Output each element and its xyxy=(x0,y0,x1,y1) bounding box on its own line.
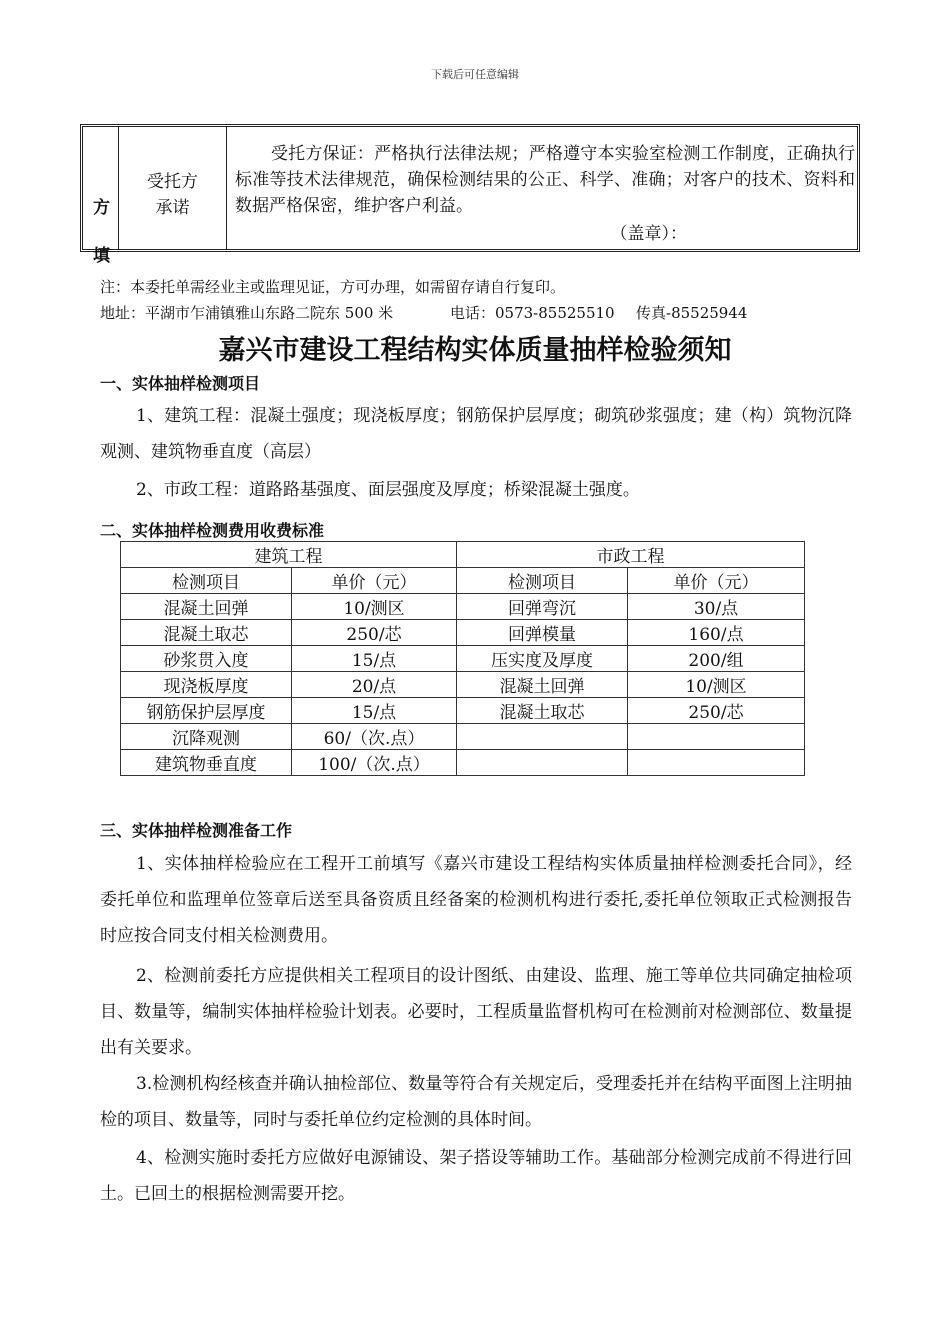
fee-cell: 回弹弯沉 xyxy=(457,594,628,620)
fee-group-building: 建筑工程 xyxy=(121,542,457,568)
fee-header-item: 检测项目 xyxy=(121,568,292,594)
promise-label-cell xyxy=(119,127,227,249)
table-row xyxy=(121,620,805,646)
phone-text: 电话：0573-85525510 xyxy=(450,304,615,322)
fee-cell: 10/测区 xyxy=(628,672,805,698)
table-row xyxy=(121,646,805,672)
promise-seal: （盖章）： xyxy=(610,224,687,244)
fee-cell xyxy=(628,724,805,750)
address-text: 地址：平湖市乍浦镇雅山东路二院东 500 米 xyxy=(100,304,394,322)
fee-header-item: 检测项目 xyxy=(457,568,628,594)
promise-side-column xyxy=(83,127,119,266)
fee-table-group-row xyxy=(121,542,805,568)
promise-table xyxy=(80,124,860,266)
table-row xyxy=(121,750,805,776)
fee-cell xyxy=(457,724,628,750)
fee-cell: 250/芯 xyxy=(628,698,805,724)
fee-cell: 250/芯 xyxy=(292,620,457,646)
fee-cell: 钢筋保护层厚度 xyxy=(121,698,292,724)
promise-label-line1: 受托方 xyxy=(147,172,198,192)
promise-side-label-top: 方 xyxy=(93,198,110,218)
fee-group-municipal: 市政工程 xyxy=(457,542,805,568)
promise-label-line2: 承诺 xyxy=(155,198,190,218)
fee-table-header-row xyxy=(121,568,805,594)
promise-body: 受托方保证：严格执行法律法规；严格遵守本实验室检测工作制度，正确执行标准等技术法律规范，确保检测结果的公正、科学、准确；对客户的技术、资料和数据严格保密，维护客户利益。 xyxy=(235,144,855,216)
section3-paragraph-3: 3.检测机构经核查并确认抽检部位、数量等符合有关规定后，受理委托并在结构平面图上注明抽检的项目、数量等，同时与委托单位约定检测的具体时间。 xyxy=(100,1074,852,1130)
fee-cell: 砂浆贯入度 xyxy=(121,646,292,672)
fee-header-price: 单价（元） xyxy=(292,568,457,594)
note-text: 注：本委托单需经业主或监理见证，方可办理，如需留存请自行复印。 xyxy=(100,278,566,296)
table-row xyxy=(121,698,805,724)
promise-side-label-bottom: 填 xyxy=(93,246,110,266)
fee-header-price: 单价（元） xyxy=(628,568,805,594)
fee-cell: 沉降观测 xyxy=(121,724,292,750)
fee-cell: 回弹模量 xyxy=(457,620,628,646)
fee-cell: 混凝土取芯 xyxy=(121,620,292,646)
fee-cell: 混凝土回弹 xyxy=(457,672,628,698)
fee-cell: 200/组 xyxy=(628,646,805,672)
table-row xyxy=(121,594,805,620)
fee-table xyxy=(120,541,805,776)
section3-heading: 三、实体抽样检测准备工作 xyxy=(100,821,293,840)
fee-cell: 160/点 xyxy=(628,620,805,646)
fee-cell xyxy=(628,750,805,776)
section1-paragraph-2: 2、市政工程：道路路基强度、面层强度及厚度；桥梁混凝土强度。 xyxy=(136,480,640,500)
fee-cell: 混凝土回弹 xyxy=(121,594,292,620)
section3-paragraph-2: 2、检测前委托方应提供相关工程项目的设计图纸、由建设、监理、施工等单位共同确定抽检项目、数量等，编制实体抽样检验计划表。必要时，工程质量监督机构可在检测前对检测部位、数量提出有关要求。 xyxy=(100,966,852,1058)
fee-cell: 100/（次.点） xyxy=(292,750,457,776)
fee-cell: 压实度及厚度 xyxy=(457,646,628,672)
fee-cell: 30/点 xyxy=(628,594,805,620)
fee-cell: 10/测区 xyxy=(292,594,457,620)
table-row xyxy=(121,672,805,698)
fee-cell: 建筑物垂直度 xyxy=(121,750,292,776)
fee-cell: 混凝土取芯 xyxy=(457,698,628,724)
section2-heading: 二、实体抽样检测费用收费标准 xyxy=(100,521,325,540)
fee-cell xyxy=(457,750,628,776)
section1-heading: 一、实体抽样检测项目 xyxy=(100,374,261,393)
section3-paragraph-1: 1、实体抽样检验应在工程开工前填写《嘉兴市建设工程结构实体质量抽样检测委托合同》，经委托单位和监理单位签章后送至具备资质且经备案的检测机构进行委托,委托单位领取正式检测报告时应按合同支付相关检测费用。 xyxy=(100,854,852,946)
fee-cell: 现浇板厚度 xyxy=(121,672,292,698)
header-note: 下载后可任意编辑 xyxy=(431,68,519,81)
table-row xyxy=(121,724,805,750)
fax-text: 传真-85525944 xyxy=(636,304,748,322)
fee-cell: 20/点 xyxy=(292,672,457,698)
fee-cell: 15/点 xyxy=(292,698,457,724)
section3-paragraph-4: 4、检测实施时委托方应做好电源铺设、架子搭设等辅助工作。基础部分检测完成前不得进行回土。已回土的根据检测需要开挖。 xyxy=(100,1148,852,1204)
page-title: 嘉兴市建设工程结构实体质量抽样检验须知 xyxy=(218,335,732,366)
fee-cell: 60/（次.点） xyxy=(292,724,457,750)
fee-cell: 15/点 xyxy=(292,646,457,672)
section1-paragraph-1: 1、建筑工程：混凝土强度；现浇板厚度；钢筋保护层厚度；砌筑砂浆强度；建（构）筑物沉降观测、建筑物垂直度（高层） xyxy=(100,406,852,462)
